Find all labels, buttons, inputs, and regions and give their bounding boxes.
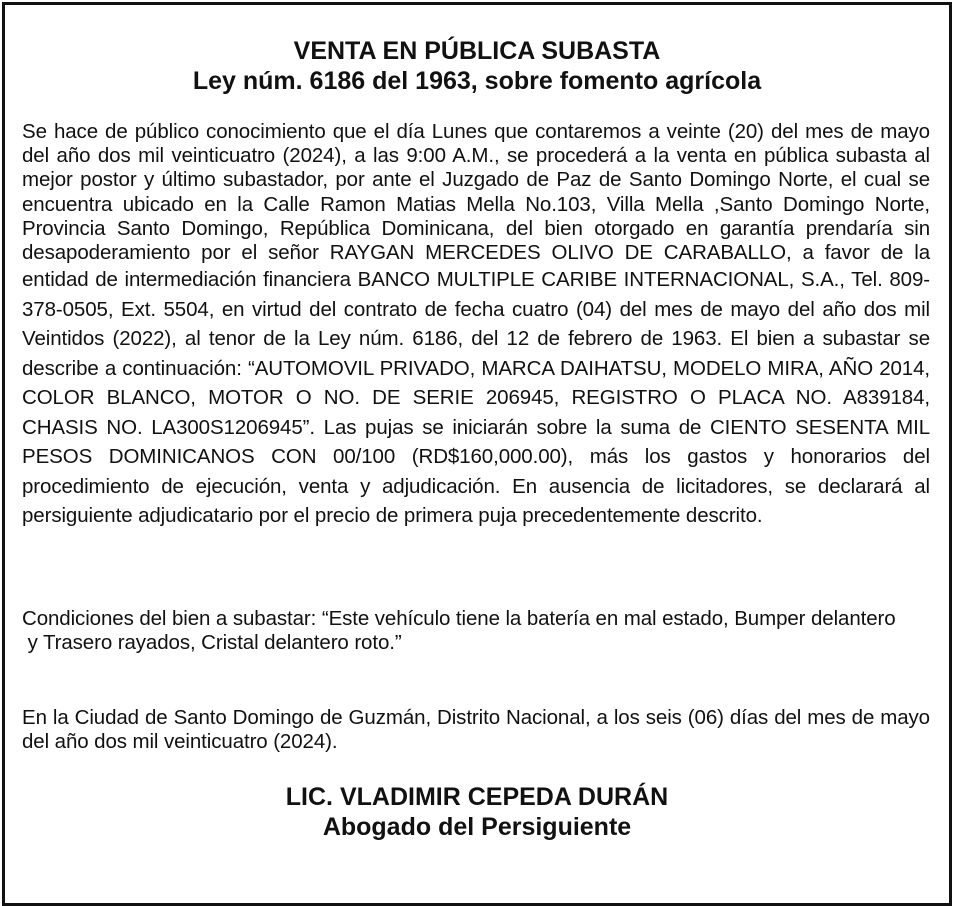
closing-paragraph: En la Ciudad de Santo Domingo de Guzmán, Distrito Nacional, a los seis (06) días del mes de mayo del año dos mil veinticuatro (2024). [22, 706, 930, 754]
conditions-paragraph [22, 607, 930, 655]
conditions-line1: Condiciones del bien a subastar: “Este vehículo tiene la batería en mal estado, Bumper delantero [22, 607, 896, 630]
signer-role: Abogado del Persiguiente [322, 813, 632, 841]
notice-body-part2: 809-378-0505, Ext. 5504, en virtud del contrato de fecha cuatro (04) del mes de mayo del año dos mil Veintidos (2022), al tenor de la Ley núm. 6186, del 12 de febrero de 1963. El bien a subastar se describe a continuación: “AUTOMOVIL PRIVADO, MARCA DAIHATSU, MODELO MIRA, AÑO 2014, COLOR BLANCO, MOTOR O NO. DE SERIE 206945, REGISTRO O PLACA NO. A839184, CHASIS NO. LA300S1206945”. Las pujas se iniciarán sobre la suma de CIENTO SESENTA MIL PESOS DOMINICANOS CON 00/100 (RD$160,000.00), más los gastos y honorarios del procedimiento de ejecución, venta y adjudicación. En ausencia de licitadores, se declarará al persiguiente adjudicatario por el precio de primera puja precedentemente descrito. [22, 268, 930, 528]
notice-body [22, 120, 930, 590]
signer-name: LIC. VLADIMIR CEPEDA DURÁN [285, 783, 669, 811]
conditions-line2: y Trasero rayados, Cristal delantero roto.” [22, 631, 402, 655]
notice-title: VENTA EN PÚBLICA SUBASTA [293, 37, 661, 65]
notice-body-part1: Se hace de público conocimiento que el día Lunes que contaremos a veinte (20) del mes de mayo del año dos mil veinticuatro (2024), a las 9:00 A.M., se procederá a la venta en pública subasta al mejor postor y último subastador, por ante el Juzgado de Paz de Santo Domingo Norte, el cual se encuentra ubicado en la Calle Ramon Matias Mella No.103, Villa Mella ,Santo Domingo Norte, Provincia Santo Domingo, República Dominicana, del bien otorgado en garantía prendaría sin desapoderamiento por el señor RAYGAN MERCEDES OLIVO DE CARABALLO, a favor de la entidad de intermediación financiera BANCO MULTIPLE CARIBE INTERNACIONAL, S.A., Tel. [22, 120, 930, 292]
notice-subtitle: Ley núm. 6186 del 1963, sobre fomento agrícola [192, 67, 762, 95]
